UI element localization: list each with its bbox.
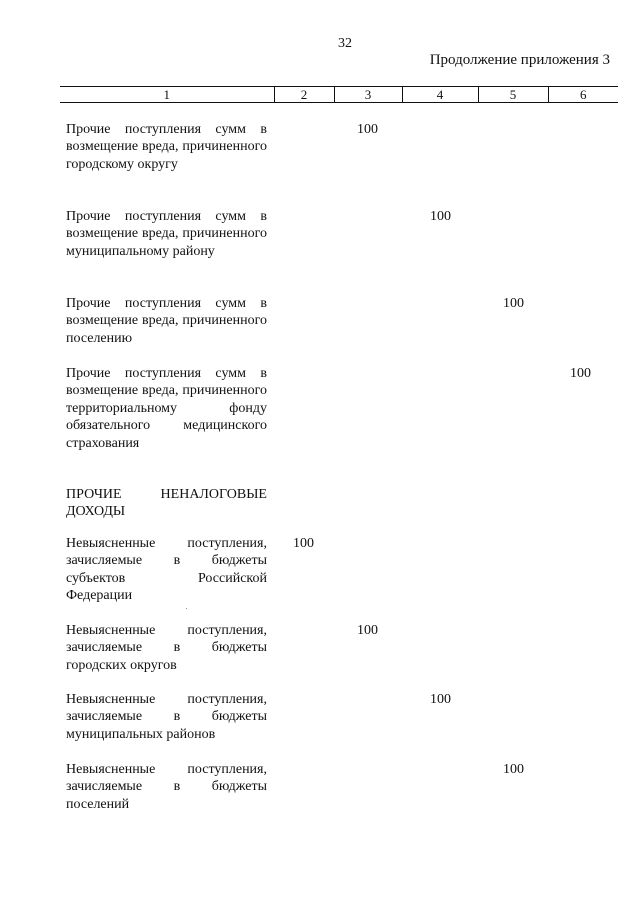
page-number: 32 [338,36,352,51]
column-header-5: 5 [478,87,548,103]
row-text-4: Прочие поступления сумм в возмещение вреда, причиненного территориальному фонду обязательного медицинского страхования [66,366,267,451]
column-header-2: 2 [274,87,334,103]
row-value-6: 100 [293,536,314,551]
row-value-4: 100 [570,366,591,381]
column-header-table [60,86,618,103]
row-value-7: 100 [357,623,378,638]
row-text-9: Невыясненные поступления, зачисляемые в бюджеты поселений [66,762,267,812]
section-heading: ПРОЧИЕ НЕНАЛОГОВЫЕ ДОХОДЫ [66,487,267,520]
column-header-4: 4 [402,87,478,103]
continuation-label: Продолжение приложения 3 [429,52,610,68]
column-header-6: 6 [548,87,618,103]
column-header-row [60,87,618,103]
row-value-1: 100 [357,122,378,137]
row-text-2: Прочие поступления сумм в возмещение вреда, причиненного муниципальному району [66,209,267,259]
row-text-7: Невыясненные поступления, зачисляемые в бюджеты городских округов [66,623,267,673]
row-text-1: Прочие поступления сумм в возмещение вреда, причиненного городскому округу [66,122,267,172]
row-value-2: 100 [430,209,451,224]
scan-speck [186,608,187,609]
column-header-1: 1 [60,87,274,103]
row-text-6: Невыясненные поступления, зачисляемые в бюджеты субъектов Российской Федерации [66,536,267,604]
row-value-8: 100 [430,692,451,707]
row-text-8: Невыясненные поступления, зачисляемые в бюджеты муниципальных районов [66,692,267,742]
row-value-3: 100 [503,296,524,311]
row-value-9: 100 [503,762,524,777]
column-header-3: 3 [334,87,402,103]
row-text-3: Прочие поступления сумм в возмещение вреда, причиненного поселению [66,296,267,346]
